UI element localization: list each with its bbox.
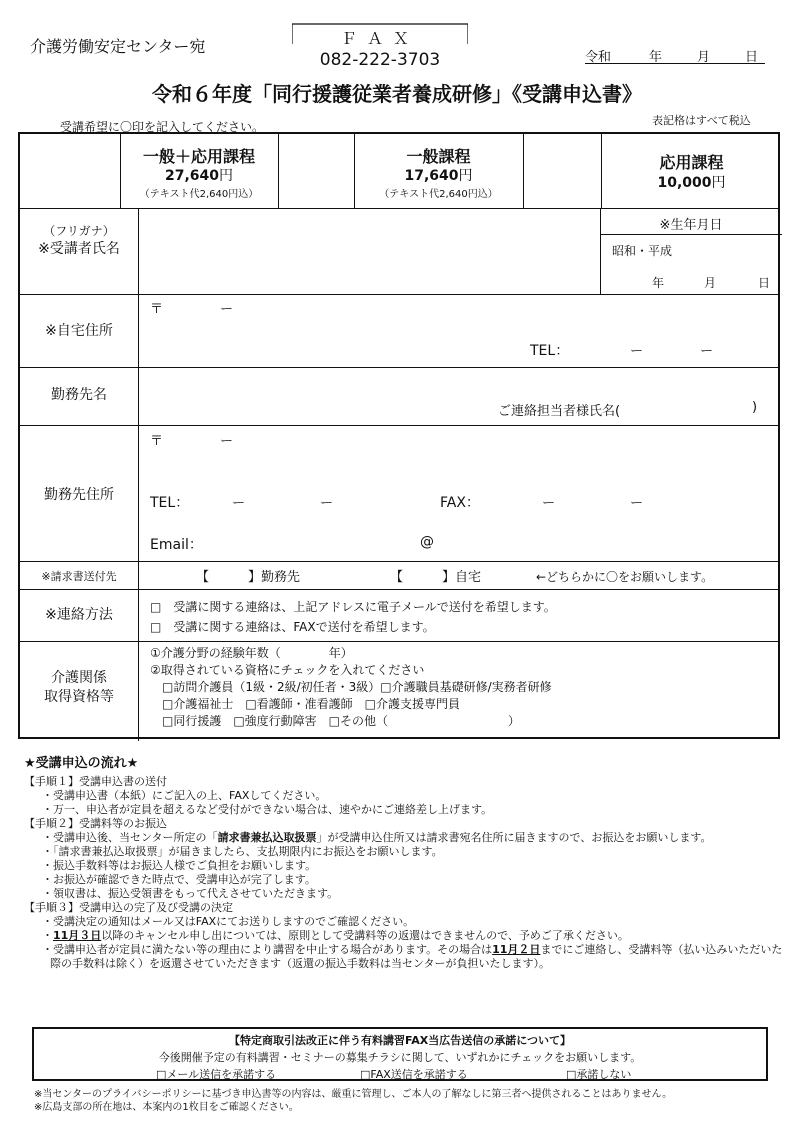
privacy-note: ※当センターのプライバシーポリシーに基づき申込書等の内容は、厳重に管理し、ご本人の了解なしに第三者へ提供されることはありません。: [34, 1089, 673, 1100]
postal-dash: ー: [220, 434, 234, 449]
birth-month: 月: [704, 276, 717, 290]
consent-email-checkbox[interactable]: □メール送信を承諾する: [156, 1068, 277, 1081]
step-1-item: ・受講申込書（本紙）にご記入の上、FAXしてください。: [42, 789, 327, 802]
email-label: Email：: [150, 537, 203, 553]
close-paren: ): [752, 400, 758, 415]
row-divider: [20, 294, 778, 295]
page-title: 令和６年度「同行援護従業者養成研修」《受講申込書》: [152, 82, 642, 106]
step-3-item: ・11月３日以降のキャンセル申し出については、原則として受講料等の返還はできませんので、予めご了承ください。: [42, 929, 629, 942]
row-divider: [20, 425, 778, 426]
row-divider: [20, 589, 778, 590]
row-divider: [20, 367, 778, 368]
home-tel-label: TEL：: [530, 343, 570, 359]
flow-heading: ★受講申込の流れ★: [24, 756, 139, 771]
course-price: 10,000円: [657, 175, 726, 191]
tel-dash: ー: [700, 344, 714, 359]
invoice-note: ←どちらかに〇をお願いします。: [536, 570, 714, 584]
course-name: 応用課程: [659, 153, 724, 172]
step-3-item: ・受講申込者が定員に満たない等の理由により講習を中止する場合があります。その場合は11月２日までにご連絡し、受講料等（払い込みいただいた際の手数料は除く）を返還させていただきます（返還の振込手数料は当センターが負担いたします）。: [42, 943, 783, 970]
invoice-destination-label: ※請求書送付先: [41, 570, 117, 583]
date-era: 令和: [585, 50, 612, 65]
experience-years-field[interactable]: ①介護分野の経験年数（ 年）: [150, 646, 353, 660]
invoice-option-home[interactable]: 【 】自宅: [390, 570, 482, 585]
divider: [278, 134, 279, 208]
consent-fax-checkbox[interactable]: □FAX送信を承諾する: [360, 1068, 468, 1081]
consent-title: 【特定商取引法改正に伴う有料講習FAX当広告送信の承諾について】: [228, 1034, 572, 1047]
course-price: 17,640円: [404, 168, 473, 184]
fax-box: [292, 22, 468, 72]
tax-note: 表記格はすべて税込: [652, 114, 751, 127]
workplace-name-field[interactable]: [140, 369, 780, 424]
qualification-checkboxes-2[interactable]: □介護福祉士 □看護師・准看護師 □介護支援専門員: [162, 697, 461, 711]
row-divider: [20, 208, 778, 209]
step-2-heading: 【手順２】受講料等のお振込: [24, 817, 167, 830]
application-form: [18, 132, 780, 739]
date-month: 月: [697, 50, 711, 65]
qualification-label-1: 介護関係: [51, 670, 107, 686]
step-2-item: ・受講申込後、当センター所定の「請求書兼払込取扱票」が受講申込住所又は請求書宛名住所に届きますので、お振込をお願いします。: [42, 831, 712, 844]
date-field[interactable]: [585, 46, 765, 64]
fax-ad-consent-box: [32, 1027, 768, 1081]
furigana-label: （フリガナ）: [43, 224, 115, 238]
step-2-item: ・領収書は、振込受領書をもって代えさせていただきます。: [42, 887, 339, 900]
step-2-item: ・「請求書兼払込取扱票」が届きましたら、支払期限内にお振込をお願いします。: [42, 845, 443, 858]
qualification-checkboxes-3[interactable]: □同行援護 □強度行動障害 □その他（ ）: [162, 714, 521, 728]
course-note: （テキスト代2,640円込）: [139, 189, 259, 200]
step-3-item: ・受講決定の通知はメール又はFAXにてお送りしますのでご確認ください。: [42, 915, 415, 928]
home-address-label: ※自宅住所: [45, 323, 113, 339]
course-price: 27,640円: [164, 168, 234, 184]
step-2-item: ・振込手数料等はお振込人様でご負担をお願いします。: [42, 859, 317, 872]
name-label: ※受講者氏名: [38, 241, 120, 257]
work-postal-mark: 〒: [150, 434, 164, 449]
label-column-divider: [138, 208, 139, 741]
course-note: （テキスト代2,640円込）: [379, 189, 498, 200]
work-tel-label: TEL：: [150, 495, 190, 511]
workplace-name-label: 勤務先名: [51, 387, 107, 403]
date-year: 年: [649, 50, 663, 65]
row-divider: [20, 641, 778, 642]
qualification-instruction: ②取得されている資格にチェックを入れてください: [150, 663, 425, 677]
consent-body: 今後開催予定の有料講習・セミナーの募集チラシに関して、いずれかにチェックをお願いします。: [158, 1051, 642, 1064]
birthdate-label: ※生年月日: [659, 218, 723, 233]
footer-notes: [34, 1088, 672, 1114]
tel-dash: ー: [232, 496, 246, 511]
birth-day: 日: [758, 276, 771, 290]
tel-dash: ー: [630, 344, 644, 359]
qualification-label-2: 取得資格等: [44, 689, 114, 705]
qualification-checkboxes-1[interactable]: □訪問介護員（1級・2級/初任者・3級）□介護職員基礎研修/実務者研修: [162, 680, 552, 694]
fax-label: ＦＡＸ: [340, 29, 419, 48]
date-day: 日: [745, 50, 759, 65]
fax-dash: ー: [630, 496, 644, 511]
office-location-note: ※広島支部の所在地は、本案内の1枚目をご確認ください。: [34, 1102, 299, 1113]
birth-era: 昭和・平成: [612, 244, 673, 258]
invoice-option-work[interactable]: 【 】勤務先: [196, 570, 301, 585]
email-at-sign: @: [420, 534, 434, 550]
contact-person-label: ご連絡担当者様氏名(: [498, 404, 621, 419]
fax-number: 082-222-3703: [319, 50, 441, 70]
course-name: 一般＋応用課程: [142, 147, 255, 166]
divider: [523, 134, 524, 208]
consent-decline-checkbox[interactable]: □承諾しない: [566, 1068, 632, 1081]
step-3-heading: 【手順３】受講申込の完了及び受講の決定: [24, 901, 233, 914]
contact-fax-option[interactable]: □ 受講に関する連絡は、FAXで送付を希望します。: [150, 620, 435, 634]
step-1-heading: 【手順１】受講申込書の送付: [24, 775, 167, 788]
birth-year: 年: [652, 276, 665, 290]
workplace-address-field[interactable]: [140, 427, 780, 559]
fax-dash: ー: [542, 496, 556, 511]
home-address-field[interactable]: [140, 296, 780, 366]
course-name: 一般課程: [406, 147, 471, 166]
divider: [600, 234, 782, 235]
contact-email-option[interactable]: □ 受講に関する連絡は、上記アドレスに電子メールで送付を希望します。: [150, 600, 556, 614]
contact-method-label: ※連絡方法: [45, 607, 113, 623]
postal-dash: ー: [220, 302, 234, 317]
tel-dash: ー: [320, 496, 334, 511]
application-flow: [24, 752, 784, 971]
step-2-item: ・お振込が確認できた時点で、受講申込が完了します。: [42, 873, 316, 886]
instruction-text: 受講希望に〇印を記入してください。: [60, 120, 265, 134]
name-field[interactable]: [140, 210, 600, 292]
recipient-label: 介護労働安定センター宛: [30, 37, 206, 56]
consent-options: [34, 1066, 766, 1080]
work-fax-label: FAX：: [440, 495, 480, 511]
step-1-item: ・万一、申込者が定員を超えるなど受付ができない場合は、速やかにご連絡差し上げます。: [42, 803, 493, 816]
home-postal-mark: 〒: [150, 302, 164, 317]
workplace-address-label: 勤務先住所: [44, 487, 114, 503]
row-divider: [20, 561, 778, 562]
